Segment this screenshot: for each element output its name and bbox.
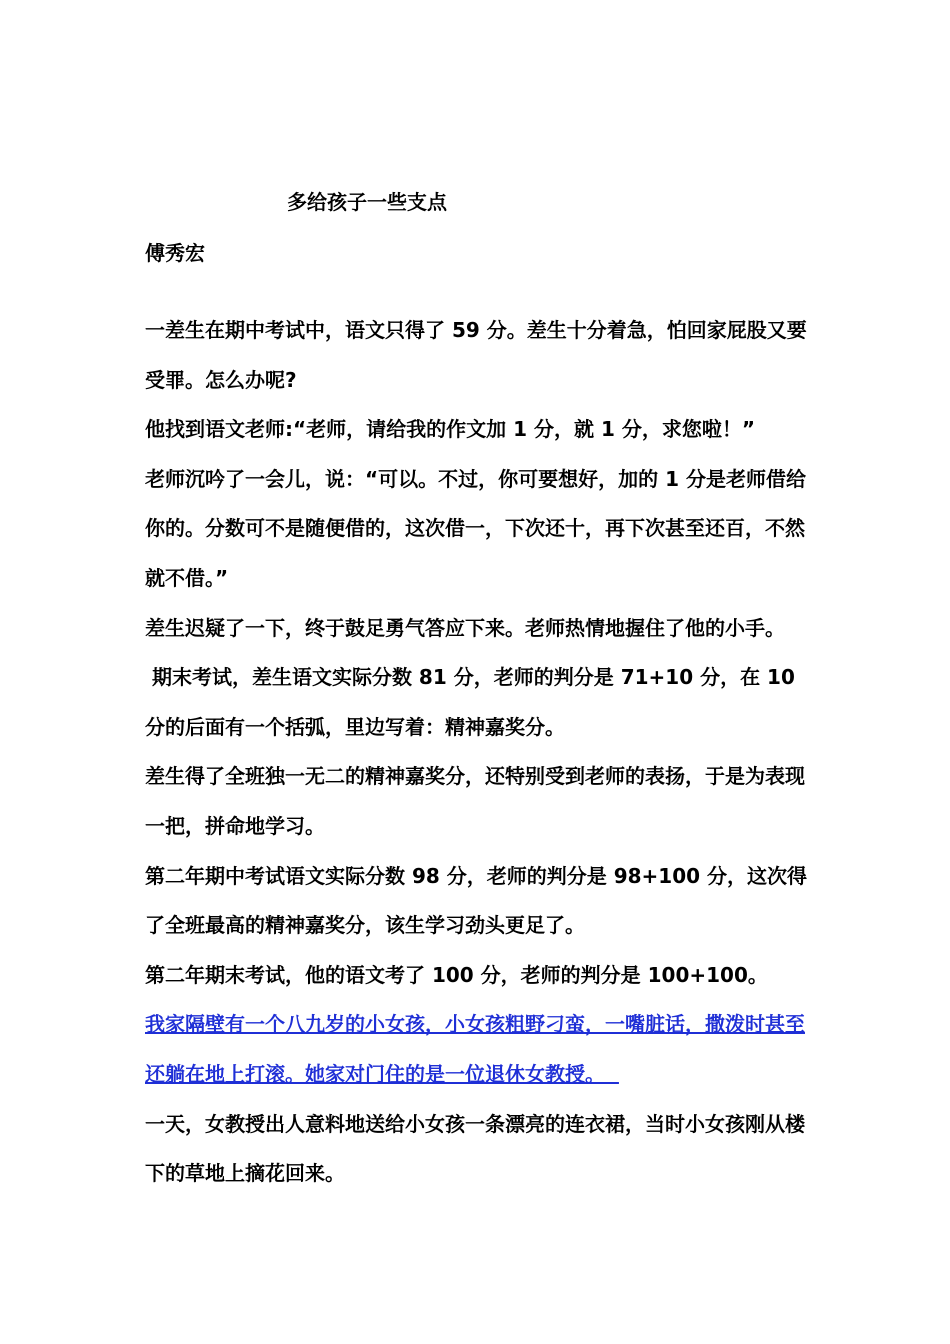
paragraph: 期末考试，差生语文实际分数 81 分，老师的判分是 71+10 分，在 10 分的后面有一个括弧，里边写着：精神嘉奖分。 [145, 665, 802, 739]
paragraph: 一天，女教授出人意料地送给小女孩一条漂亮的连衣裙，当时小女孩刚从楼下的草地上摘花回来。 [145, 1111, 805, 1186]
paragraph: 一差生在期中考试中，语文只得了 59 分。差生十分着急，怕回家屁股又要受罪。怎么办呢? [145, 318, 807, 392]
paragraph: 差生迟疑了一下，终于鼓足勇气答应下来。老师热情地握住了他的小手。 [145, 615, 785, 640]
article-body [145, 306, 813, 1199]
paragraph: 第二年期末考试，他的语文考了 100 分，老师的判分是 100+100。 [145, 962, 768, 987]
hyperlink-text[interactable]: 我家隔壁有一个八九岁的小女孩，小女孩粗野刁蛮，一嘴脏话，撒泼时甚至还躺在地上打滚。她家对门住的是一位退休女教授。 [145, 1012, 805, 1086]
article-title: 多给孩子一些支点 [287, 190, 447, 214]
paragraph: 他找到语文老师:“老师，请给我的作文加 1 分，就 1 分，求您啦！” [145, 417, 755, 442]
paragraph-link[interactable] [145, 1000, 813, 1099]
paragraph: 差生得了全班独一无二的精神嘉奖分，还特别受到老师的表扬，于是为表现一把，拼命地学习。 [145, 764, 805, 838]
author-name: 傅秀宏 [145, 241, 205, 265]
paragraph: 老师沉吟了一会儿，说：“可以。不过，你可要想好，加的 1 分是老师借给你的。分数可不是随便借的，这次借一，下次还十，再下次甚至还百，不然就不借。” [145, 466, 806, 590]
paragraph: 第二年期中考试语文实际分数 98 分，老师的判分是 98+100 分，这次得了全班最高的精神嘉奖分，该生学习劲头更足了。 [145, 863, 808, 938]
